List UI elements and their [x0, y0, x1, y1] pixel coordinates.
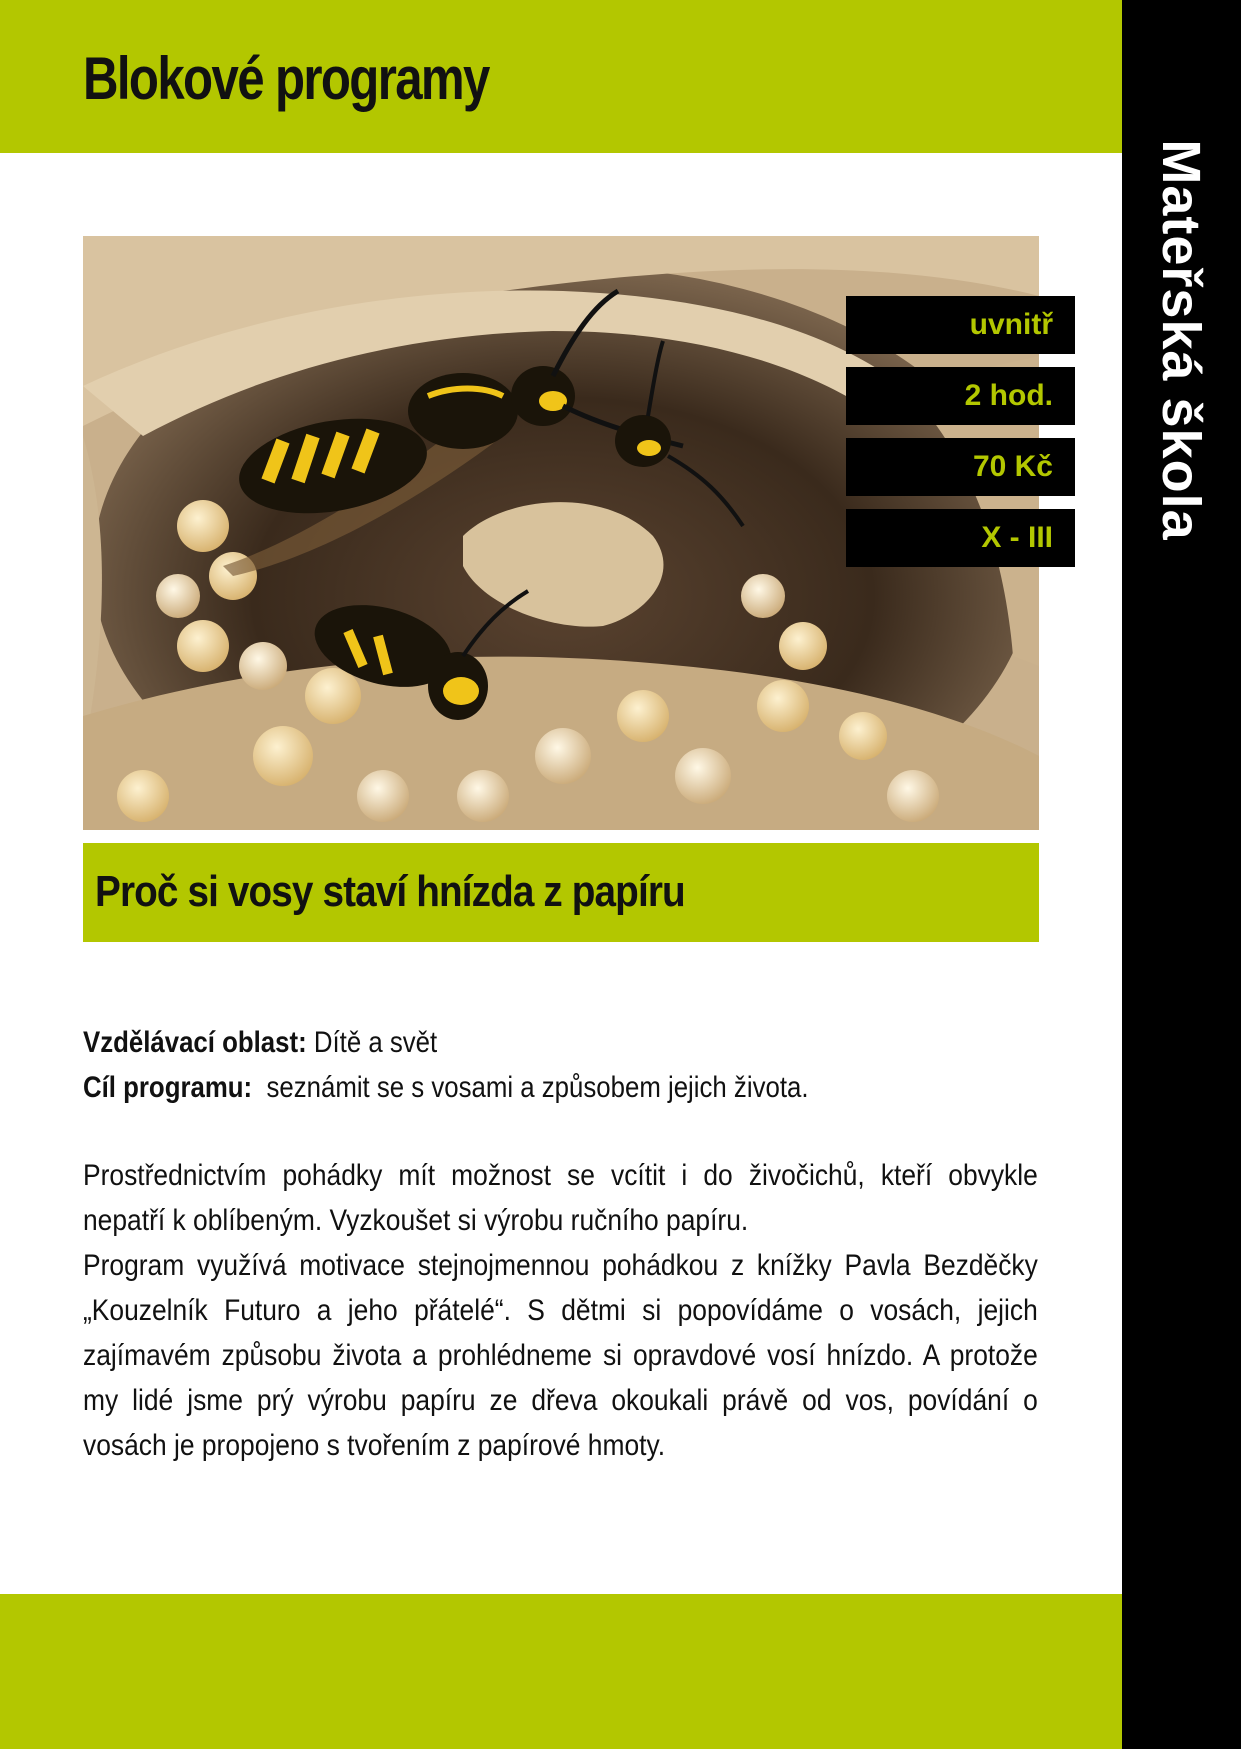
area-label: Vzdělávací oblast:	[83, 1026, 307, 1059]
description-paragraph-1: Prostřednictvím pohádky mít možnost se vcítit i do živočichů, kteří obvykle nepatří k oblíbeným. Vyzkoušet si výrobu ručního papíru.	[83, 1159, 1038, 1237]
goal-value: seznámit se s vosami a způsobem jejich života.	[266, 1071, 809, 1104]
tag-duration: 2 hod.	[846, 367, 1075, 425]
page-title: Blokové programy	[83, 45, 489, 112]
footer-band	[0, 1594, 1122, 1749]
program-title-bar	[83, 843, 1039, 942]
program-meta	[83, 1020, 927, 1110]
tag-price: 70 Kč	[846, 438, 1075, 496]
side-label: Mateřská škola	[1151, 139, 1211, 541]
tag-months: X - III	[846, 509, 1075, 567]
description-paragraph-2: Program využívá motivace stejnojmennou pohádkou z knížky Pavla Bezděčky „Kouzelník Futuro a jeho přátelé“. S dětmi si popovídáme o vosách, jejich zajímavém způsobu života a prohlédneme si opravdové vosí hnízdo. A protože my lidé jsme prý výrobu papíru ze dřeva okoukali právě od vos, povídání o vosách je propojeno s tvořením z papírové hmoty.	[83, 1249, 1038, 1462]
goal-line	[83, 1065, 809, 1110]
area-line	[83, 1020, 809, 1065]
header-band	[0, 0, 1122, 153]
program-tags	[846, 296, 1075, 580]
program-description	[83, 1153, 1038, 1468]
area-value: Dítě a svět	[313, 1026, 438, 1059]
program-title: Proč si vosy staví hnízda z papíru	[95, 867, 685, 916]
goal-label: Cíl programu:	[83, 1071, 253, 1104]
tag-location: uvnitř	[846, 296, 1075, 354]
